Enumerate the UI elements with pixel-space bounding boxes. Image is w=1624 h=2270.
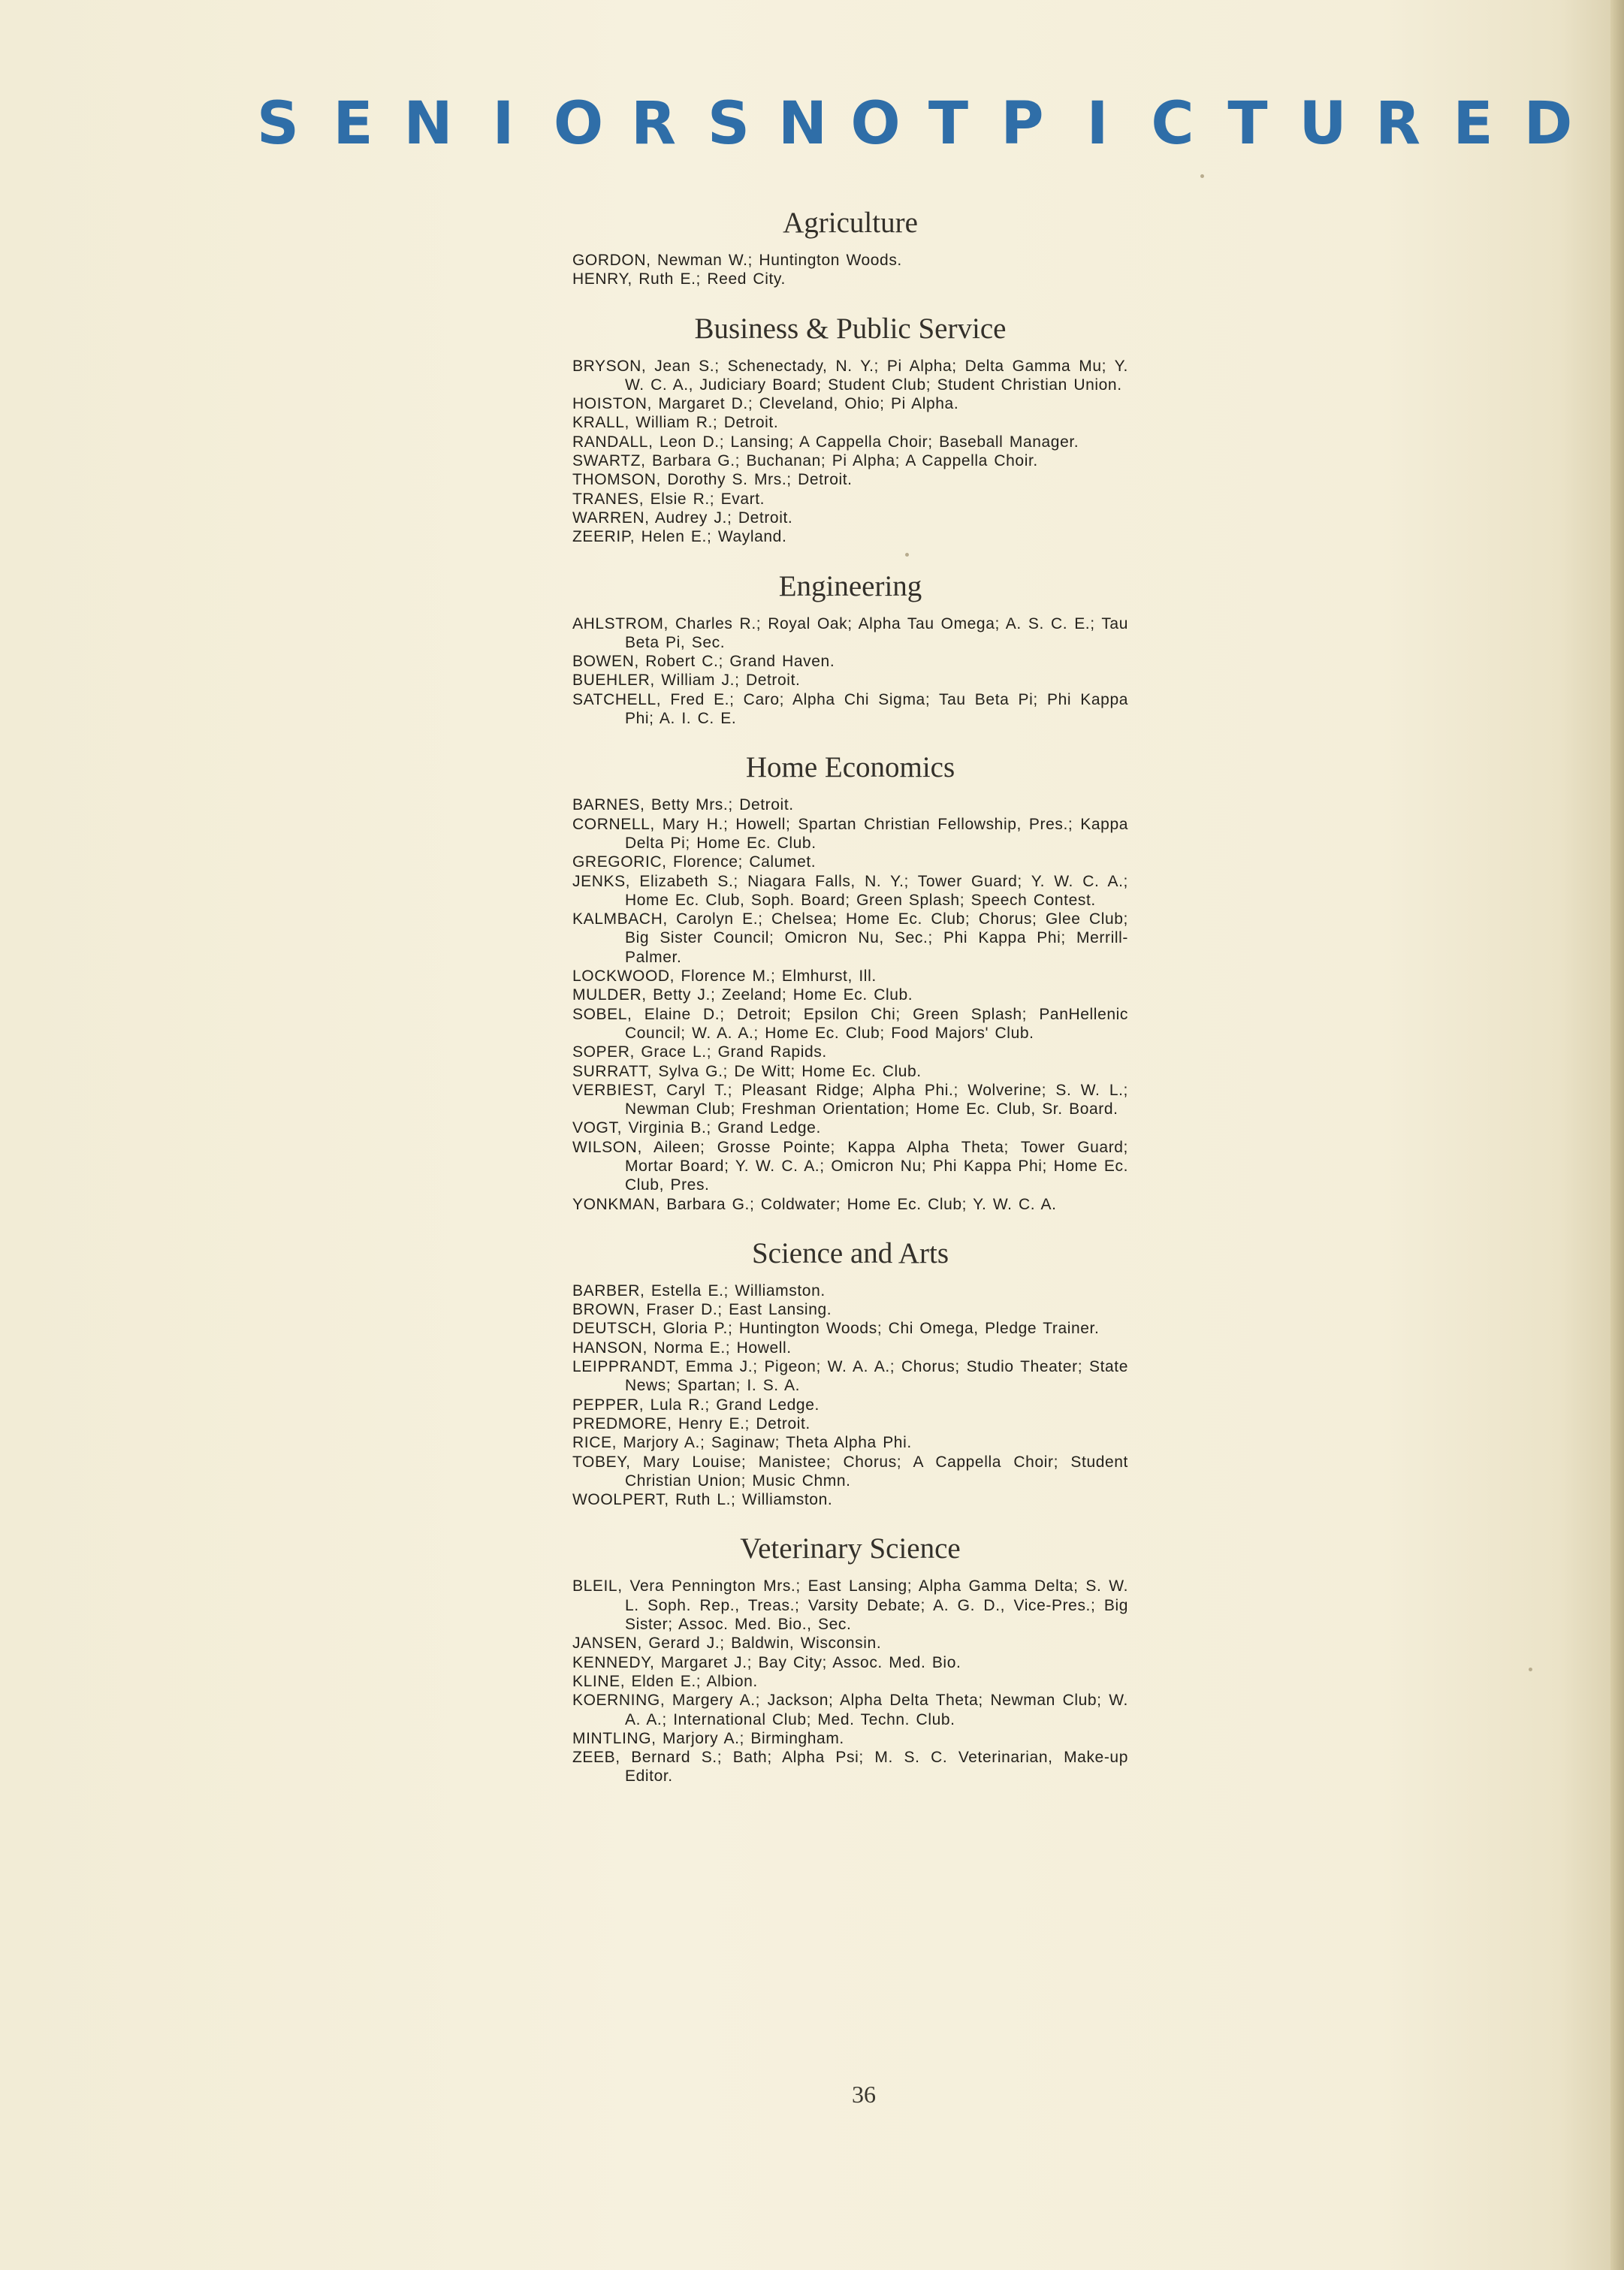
page-banner-title — [240, 86, 1573, 161]
senior-entry: BARNES, Betty Mrs.; Detroit. — [572, 796, 794, 814]
senior-entry: HANSON, Norma E.; Howell. — [572, 1339, 792, 1357]
banner-letter: I — [492, 90, 515, 158]
senior-entry: GREGORIC, Florence; Calumet. — [572, 853, 817, 871]
senior-entry: RANDALL, Leon D.; Lansing; A Cappella Choir; Baseball Manager. — [572, 433, 1079, 451]
senior-entry: KRALL, William R.; Detroit. — [572, 414, 779, 432]
senior-entry: SOBEL, Elaine D.; Detroit; Epsilon Chi; Green Splash; PanHellenic Council; W. A. A.; Home Ec. Club; Food Majors' Club. — [572, 1005, 1128, 1042]
banner-letter: O — [850, 90, 901, 158]
senior-entry: KENNEDY, Margaret J.; Bay City; Assoc. Med. Bio. — [572, 1653, 961, 1671]
seniors-list — [572, 203, 1128, 1806]
page-edge — [1610, 0, 1624, 2270]
college-section — [572, 566, 1128, 729]
banner-letter: D — [1523, 90, 1573, 158]
senior-list — [572, 1577, 1128, 1786]
senior-entry: BRYSON, Jean S.; Schenectady, N. Y.; Pi Alpha; Delta Gamma Mu; Y. W. C. A., Judiciary Board; Student Club; Student Christian Union. — [572, 357, 1128, 394]
section-heading: Science and Arts — [751, 1236, 949, 1269]
section-heading: Home Economics — [745, 751, 955, 784]
senior-list — [572, 357, 1128, 547]
section-heading: Agriculture — [783, 207, 918, 239]
section-heading: Engineering — [778, 569, 922, 602]
senior-entry: PREDMORE, Henry E.; Detroit. — [572, 1414, 810, 1432]
senior-list — [572, 614, 1128, 729]
banner-word — [766, 86, 985, 161]
senior-entry: VOGT, Virginia B.; Grand Ledge. — [572, 1119, 821, 1137]
banner-letter: E — [1453, 90, 1493, 158]
senior-entry: KOERNING, Margery A.; Jackson; Alpha Delta Theta; Newman Club; W. A. A.; International Club; Med. Techn. Club. — [572, 1692, 1128, 1728]
banner-letter: C — [1151, 90, 1194, 158]
senior-entry: BOWEN, Robert C.; Grand Haven. — [572, 653, 835, 671]
banner-letter: E — [333, 90, 373, 158]
page-number: 36 — [852, 2081, 876, 2108]
senior-entry: JENKS, Elizabeth S.; Niagara Falls, N. Y.; Tower Guard; Y. W. C. A.; Home Ec. Club, Soph. Board; Green Splash; Speech Contest. — [572, 872, 1128, 909]
senior-entry: THOMSON, Dorothy S. Mrs.; Detroit. — [572, 471, 853, 489]
banner-letter: T — [1227, 90, 1268, 158]
banner-letter: U — [1299, 90, 1347, 158]
senior-entry: WILSON, Aileen; Grosse Pointe; Kappa Alpha Theta; Tower Guard; Mortar Board; Y. W. C. A.; Omicron Nu; Phi Kappa Phi; Home Ec. Club, Pres. — [572, 1138, 1128, 1194]
senior-entry: WARREN, Audrey J.; Detroit. — [572, 509, 793, 527]
banner-letter: S — [256, 90, 300, 158]
senior-entry: PEPPER, Lula R.; Grand Ledge. — [572, 1396, 820, 1414]
senior-entry: SATCHELL, Fred E.; Caro; Alpha Chi Sigma; Tau Beta Pi; Phi Kappa Phi; A. I. C. E. — [572, 690, 1128, 728]
senior-entry: JANSEN, Gerard J.; Baldwin, Wisconsin. — [572, 1635, 882, 1653]
paper-speck — [1200, 174, 1204, 178]
senior-entry: BLEIL, Vera Pennington Mrs.; East Lansing; Alpha Gamma Delta; S. W. L. Soph. Rep., Treas.; Varsity Debate; A. G. D., Vice-Pres.; Big Sister; Assoc. Med. Bio., Sec. — [572, 1577, 1128, 1634]
senior-entry: VERBIEST, Caryl T.; Pleasant Ridge; Alpha Phi.; Wolverine; S. W. L.; Newman Club; Freshman Orientation; Home Ec. Club, Sr. Board. — [572, 1081, 1128, 1118]
paper-speck — [1529, 1668, 1532, 1671]
senior-entry: AHLSTROM, Charles R.; Royal Oak; Alpha Tau Omega; A. S. C. E.; Tau Beta Pi, Sec. — [572, 614, 1128, 651]
banner-letter: R — [1375, 90, 1421, 158]
banner-letter: I — [1086, 90, 1109, 158]
senior-list — [572, 251, 1128, 289]
banner-letter: T — [928, 90, 969, 158]
college-section — [572, 1529, 1128, 1786]
senior-entry: SWARTZ, Barbara G.; Buchanan; Pi Alpha; A Cappella Choir. — [572, 452, 1038, 470]
senior-entry: KALMBACH, Carolyn E.; Chelsea; Home Ec. Club; Chorus; Glee Club; Big Sister Council; Omicron Nu, Sec.; Phi Kappa Phi; Merrill-Palmer. — [572, 910, 1128, 966]
senior-entry: HENRY, Ruth E.; Reed City. — [572, 270, 786, 288]
banner-word — [240, 86, 766, 161]
banner-letter: P — [1001, 90, 1044, 158]
section-heading: Business & Public Service — [694, 312, 1007, 345]
senior-entry: SOPER, Grace L.; Grand Rapids. — [572, 1043, 827, 1061]
section-heading: Veterinary Science — [740, 1532, 961, 1565]
banner-letter: R — [630, 90, 677, 158]
senior-entry: MULDER, Betty J.; Zeeland; Home Ec. Club. — [572, 986, 913, 1004]
senior-entry: DEUTSCH, Gloria P.; Huntington Woods; Chi Omega, Pledge Trainer. — [572, 1320, 1100, 1338]
banner-letter: N — [403, 90, 453, 158]
senior-entry: RICE, Marjory A.; Saginaw; Theta Alpha Phi. — [572, 1434, 912, 1452]
senior-entry: ZEEB, Bernard S.; Bath; Alpha Psi; M. S. C. Veterinarian, Make-up Editor. — [572, 1749, 1128, 1786]
senior-list — [572, 1281, 1128, 1510]
college-section — [572, 203, 1128, 289]
college-section — [572, 309, 1128, 547]
senior-entry: BROWN, Fraser D.; East Lansing. — [572, 1301, 832, 1319]
senior-entry: BUEHLER, William J.; Detroit. — [572, 672, 801, 690]
senior-entry: HOISTON, Margaret D.; Cleveland, Ohio; Pi Alpha. — [572, 395, 959, 413]
senior-entry: LOCKWOOD, Florence M.; Elmhurst, Ill. — [572, 967, 877, 986]
senior-entry: WOOLPERT, Ruth L.; Williamston. — [572, 1491, 833, 1509]
senior-entry: CORNELL, Mary H.; Howell; Spartan Christian Fellowship, Pres.; Kappa Delta Pi; Home Ec. Club. — [572, 815, 1128, 852]
college-section — [572, 1233, 1128, 1510]
senior-entry: ZEERIP, Helen E.; Wayland. — [572, 528, 787, 546]
banner-letter: S — [707, 90, 750, 158]
senior-entry: YONKMAN, Barbara G.; Coldwater; Home Ec. Club; Y. W. C. A. — [572, 1195, 1057, 1213]
senior-entry: KLINE, Elden E.; Albion. — [572, 1672, 758, 1690]
senior-entry: MINTLING, Marjory A.; Birmingham. — [572, 1729, 844, 1747]
senior-entry: LEIPPRANDT, Emma J.; Pigeon; W. A. A.; Chorus; Studio Theater; State News; Spartan; I. S. A. — [572, 1358, 1128, 1395]
senior-entry: TRANES, Elsie R.; Evart. — [572, 490, 765, 508]
senior-entry: GORDON, Newman W.; Huntington Woods. — [572, 252, 902, 269]
senior-entry: TOBEY, Mary Louise; Manistee; Chorus; A Cappella Choir; Student Christian Union; Music Chmn. — [572, 1453, 1128, 1490]
senior-list — [572, 795, 1128, 1214]
banner-letter: O — [553, 90, 604, 158]
banner-letter: N — [777, 90, 828, 158]
banner-word — [985, 86, 1586, 161]
senior-entry: BARBER, Estella E.; Williamston. — [572, 1281, 826, 1300]
college-section — [572, 747, 1128, 1214]
senior-entry: SURRATT, Sylva G.; De Witt; Home Ec. Club. — [572, 1062, 922, 1080]
